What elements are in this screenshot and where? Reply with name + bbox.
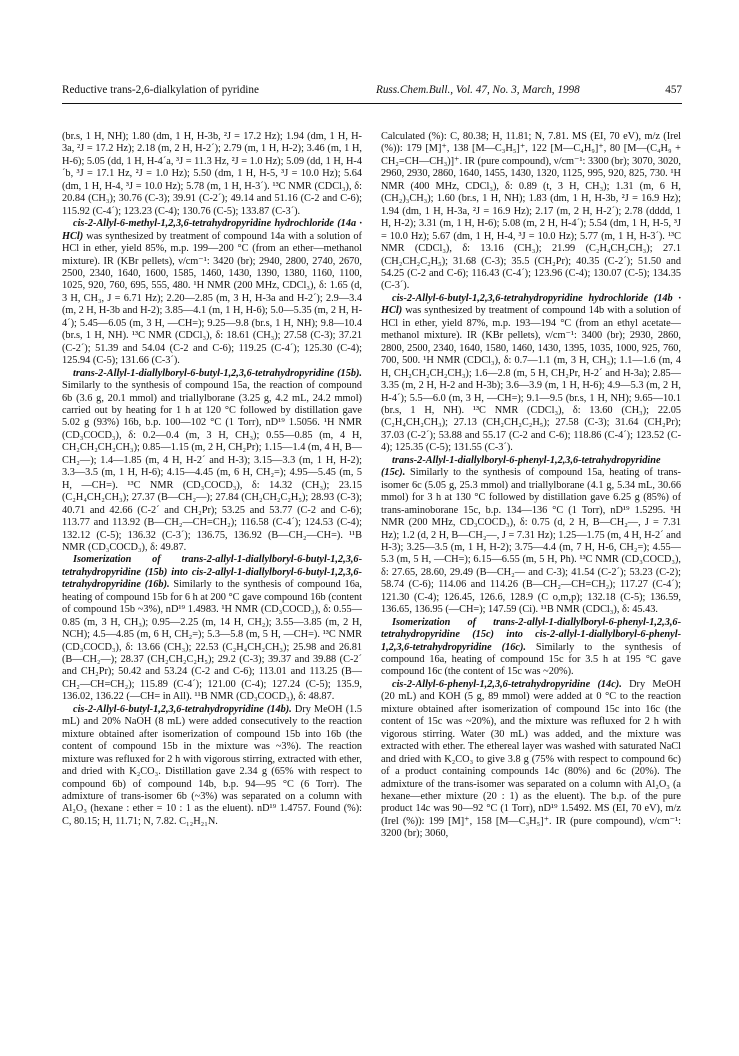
running-header: [62, 84, 682, 102]
paragraph: Calculated (%): C, 80.38; H, 11.81; N, 7.81. MS (EI, 70 eV), m/z (Irel (%)): 179 [M]⁺, 138 [M—C₃H₅]⁺, 122 [M—C₄H₉]⁺, 80 [M—(C₄H₉ + CH₂=CH—CH₃)]⁺. IR (pure compound), ν/cm⁻¹: 3300 (br); 3070, 3020, 2960, 2930, 2860, 1640, 1455, 1430, 1320, 1125, 995, 920, 825, 730. ¹H NMR (400 MHz, CDCl₃), δ: 0.89 (t, 3 H, CH₃); 1.31 (m, 6 H, (CH₂)₃CH₃); 1.60 (br.s, 1 H, NH); 1.83 (dm, 1 H, H-3b, ²J = 16.9 Hz); 1.94 (dm, 1 H, H-3a, ²J = 16.9 Hz); 2.17 (m, 2 H, H-2´); 2.78 (dddd, 1 H, H-2); 3.31 (m, 1 H, H-6); 5.08 (m, 2 H, H-4´); 5.54 (dm, 1 H, H-5, ³J = 10.0 Hz); 5.67 (dm, 1 H, H-4, ³J = 10.0 Hz); 5.77 (m, 1 H, H-3´). ¹³C NMR (CDCl₃), δ: 13.16 (CH₃); 21.99 (C₂H₄CH₂CH₃); 27.1 (CH₂CH₂C₂H₅); 31.68 (C-3); 35.5 (CH₂Pr); 40.35 (C-2´); 51.50 and 54.25 (C-2 and C-6); 116.43 (C-4´); 123.96 (C-4); 130.07 (C-5); 134.35 (C-3´).: [381, 131, 681, 292]
page-number: 457: [665, 84, 682, 96]
paragraph: cis-2-Allyl-6-butyl-1,2,3,6-tetrahydropyridine hydrochloride (14b · HCl) was synthesized by treatment of compound 14b with a solution of HCl in ether, yield 87%, m.p. 193—194 °C (from an ethyl acetate—methanol mixture). IR (KBr pellets), ν/cm⁻¹: 3400 (br); 2930, 2860, 2800, 2500, 2340, 1640, 1580, 1460, 1430, 1395, 1035, 1000, 925, 760, 700, 500. ¹H NMR (CDCl₃), δ: 0.7—1.1 (m, 3 H, CH₃); 1.1—1.6 (m, 4 H, CH₂CH₂CH₂CH₃); 1.6—2.8 (m, 5 H, CH₂Pr, H-2´ and H-3a); 2.85—3.35 (m, 2 H, H-2 and H-3b); 3.6—3.9 (m, 1 H, H-6); 4.9—5.3 (m, 2 H, H-4´); 5.5—6.0 (m, 3 H, —CH=); 9.1—9.5 (br.s, 1 H, NH); 9.65—10.1 (br.s, 1 H, NH). ¹³C NMR (CDCl₃), δ: 13.60 (CH₃); 22.05 (C₂H₄CH₂CH₃); 27.13 (CH₂CH₂C₂H₅); 27.58 (C-3); 31.64 (CH₂Pr); 37.03 (C-2´); 53.88 and 55.17 (C-2 and C-6); 118.86 (C-4´); 123.52 (C-4); 125.35 (C-5); 131.55 (C-3´).: [381, 292, 681, 454]
compound-heading: cis-2-Allyl-6-methyl-1,2,3,6-tetrahydropyridine hydrochloride (14a · HCl): [62, 218, 362, 242]
paragraph: cis-2-Allyl-6-phenyl-1,2,3,6-tetrahydropyridine (14c). Dry MeOH (20 mL) and KOH (5 g, 89 mmol) were added at 0 °C to the reaction mixture obtained after isomerization of compound 15c into 16c (the content of 15c was ~20%), and the mixture was refluxed for 2 h with vigorous stirring. Water (30 mL) was added, and the mixture was extracted with ether. The ethereal layer was washed with saturated NaCl and dried with K₂CO₃ to give 3.8 g (75% with respect to compound 6c) of a product containing compounds 14c (80%) and 6c (20%). The admixture of the trans-isomer was separated on a column with Al₂O₃ (a hexane—ether mixture (20 : 1) as the eluent). The b.p. of the pure product 14c was 90—92 °C (1 Torr), nD¹⁹ 1.5492. MS (EI, 70 eV), m/z (Irel (%)): 199 [M]⁺, 158 [M—C₃H₅]⁺. IR (pure compound), ν/cm⁻¹: 3200 (br); 3060,: [381, 678, 681, 840]
paragraph: cis-2-Allyl-6-methyl-1,2,3,6-tetrahydropyridine hydrochloride (14a · HCl) was synthesized by treatment of compound 14a with a solution of HCl in ether, yield 85%, m.p. 199—200 °C (from an ether—methanol mixture). IR (KBr pellets), ν/cm⁻¹: 3420 (br); 2940, 2800, 2740, 2670, 2500, 2340, 1640, 1600, 1585, 1460, 1430, 1390, 1380, 1160, 1100, 1025, 920, 760, 695, 555, 480. ¹H NMR (200 MHz, CDCl₃), δ: 1.65 (d, 3 H, CH₃, J = 6.71 Hz); 2.20—2.85 (m, 3 H, H-3a and H-2´); 2.9—3.4 (m, 2 H, H-3b and H-2); 3.85—4.1 (m, 1 H, H-6); 5.0—5.35 (m, 2 H, H-4´); 5.45—6.05 (m, 3 H, —CH=); 9.25—9.8 (br.s, 1 H, NH); 9.8—10.4 (br.s, 1 H, NH). ¹³C NMR (CDCl₃), δ: 18.61 (CH₃); 27.58 (C-3); 37.21 (C-2´); 51.39 and 54.04 (C-2 and C-6); 119.25 (C-4´); 125.30 (C-4); 125.94 (C-5); 131.66 (C-3´).: [62, 218, 362, 367]
paragraph: (br.s, 1 H, NH); 1.80 (dm, 1 H, H-3b, ²J = 17.2 Hz); 1.94 (dm, 1 H, H-3a, ²J = 17.2 Hz); 2.18 (m, 2 H, H-2´); 2.79 (m, 1 H, H-2); 3.46 (m, 1 H, H-6); 5.05 (dd, 1 H, H-4´a, ³J = 11.3 Hz, ²J = 1.0 Hz); 5.09 (dd, 1 H, H-4´b, ³J = 17.1 Hz, ²J = 1.0 Hz); 5.50 (dm, 1 H, H-5, ³J = 10.0 Hz); 5.64 (dm, 1 H, H-4, ³J = 10.0 Hz); 5.78 (m, 1 H, H-3´). ¹³C NMR (CDCl₃), δ: 20.84 (CH₃); 30.76 (C-3); 39.91 (C-2´); 49.14 and 51.16 (C-2 and C-6); 115.92 (C-4´); 123.23 (C-4); 130.76 (C-5); 133.87 (C-3´).: [62, 131, 362, 217]
compound-heading: Isomerization of trans-2-allyl-1-diallylboryl-6-phenyl-1,2,3,6-tetrahydropyridine (15c) into cis-2-allyl-1-diallylboryl-6-phenyl-1,2,3,6-tetrahydropyridine (16c).: [381, 616, 681, 653]
header-rule: [62, 103, 682, 104]
compound-heading: trans-2-Allyl-1-diallylboryl-6-phenyl-1,2,3,6-tetrahydropyridine (15c).: [381, 454, 661, 479]
paragraph: trans-2-Allyl-1-diallylboryl-6-phenyl-1,2,3,6-tetrahydropyridine (15c). Similarly to the synthesis of compound 15a, heating of trans-isomer 6c (5.05 g, 25.3 mmol) and triallylborane (4.1 g, 5.34 mL, 30.66 mmol) for 3 h at 130 °C followed by distillation gave 6.25 g (85%) of trans-aminoborane 15c, b.p. 134—136 °C (1 Torr), nD¹⁹ 1.5295. ¹H NMR (200 MHz, CD₃COCD₃), δ: 0.75 (d, 2 H, B—CH₂—, J = 7.31 Hz); 1.2 (d, 2 H, B—CH₂—, J = 7.31 Hz); 1.25—1.75 (m, 4 H, H-2´ and H-3); 3.25—3.5 (m, 1 H, H-2); 3.75—4.4 (m, 7 H, H-6, CH₂=); 4.55—5.3 (m, 5 H, —CH=); 6.15—6.55 (m, 5 H, Ph). ¹³C NMR (CD₃COCD₃), δ: 27.65, 28.60, 29.49 (B—CH₂— and C-3); 41.54 (C-2´); 53.23 (C-2); 58.74 (C-6); 114.06 and 114.26 (B—CH₂—CH=CH₂); 117.27 (C-4´); 121.30 (C-4); 126.45, 126.6, 128.9 (C o,m,p); 132.18 (C-5); 136.59, 136.65, 136.95 (—CH=); 147.59 (Ci). ¹¹B NMR (CDCl₃), δ: 45.43.: [381, 454, 681, 616]
paragraph: cis-2-Allyl-6-butyl-1,2,3,6-tetrahydropyridine (14b). Dry MeOH (1.5 mL) and 20% NaOH (8 mL) were added consecutively to the reaction mixture obtained after isomerization of compound 15b into 16b (the content of compound 15b in the mixture was ~3%). The reaction mixture was refluxed for 2 h with vigorous stirring, extracted with ether, and dried with K₂CO₃. Distillation gave 2.34 g (65% with respect to compound 6b) of compound 14b, b.p. 94—95 °C (6 Torr). The admixture of trans-isomer 6b (~3%) was separated on a column with Al₂O₃ (hexane : ether = 10 : 1 as the eluent). nD¹⁹ 1.4757. Found (%): C, 80.15; H, 11.71; N, 7.82. C₁₂H₂₁N.: [62, 703, 362, 827]
journal-citation: Russ.Chem.Bull., Vol. 47, No. 3, March, 1998: [376, 84, 580, 96]
compound-heading: Isomerization of trans-2-allyl-1-diallylboryl-6-butyl-1,2,3,6-tetrahydropyridine (15b) into cis-2-allyl-1-diallylboryl-6-butyl-1,2,3,6-tetrahydropyridine (16b).: [62, 554, 362, 591]
compound-heading: trans-2-Allyl-1-diallylboryl-6-butyl-1,2,3,6-tetrahydropyridine (15b).: [73, 367, 362, 379]
compound-heading: cis-2-Allyl-6-phenyl-1,2,3,6-tetrahydropyridine (14c).: [392, 678, 622, 690]
running-title: Reductive trans-2,6-dialkylation of pyridine: [62, 84, 259, 96]
compound-heading: cis-2-Allyl-6-butyl-1,2,3,6-tetrahydropyridine (14b).: [73, 703, 292, 715]
compound-heading: cis-2-Allyl-6-butyl-1,2,3,6-tetrahydropyridine hydrochloride (14b · HCl): [381, 292, 681, 317]
paragraph: Isomerization of trans-2-allyl-1-diallylboryl-6-butyl-1,2,3,6-tetrahydropyridine (15b) into cis-2-allyl-1-diallylboryl-6-butyl-1,2,3,6-tetrahydropyridine (16b). Similarly to the synthesis of compound 16a, heating of compound 15b for 6 h at 200 °C gave compound 16b (content of compound 15b ~3%), nD¹⁹ 1.4983. ¹H NMR (CD₃COCD₃), δ: 0.55—0.85 (m, 3 H, CH₃); 0.95—2.25 (m, 14 H, CH₂); 3.55—3.85 (m, 2 H, NCH); 4.5—4.85 (m, 6 H, CH₂=); 5.3—5.8 (m, 5 H, —CH=). ¹³C NMR (CD₃COCD₃), δ: 13.66 (CH₃); 22.53 (C₂H₄CH₂CH₃); 25.98 and 26.81 (B—CH₂—); 28.37 (CH₂CH₂C₂H₅); 29.2 (C-3); 39.37 and 39.88 (C-2´ and CH₂Pr); 50.42 and 53.24 (C-2 and C-6); 113.01 and 113.25 (B—CH₂—CH=CH₂); 115.89 (C-4´); 121.00 (C-4); 127.24 (C-5); 135.9, 136.02, 136.22 (—CH= in All). ¹¹B NMR (CD₃COCD₃), δ: 48.87.: [62, 554, 362, 703]
right-column: [381, 131, 681, 991]
paragraph: Isomerization of trans-2-allyl-1-diallylboryl-6-phenyl-1,2,3,6-tetrahydropyridine (15c) into cis-2-allyl-1-diallylboryl-6-phenyl-1,2,3,6-tetrahydropyridine (16c). Similarly to the synthesis of compound 16a, heating of compound 15c for 3.5 h at 195 °C gave compound 16c (the content of 15c was ~20%).: [381, 616, 681, 678]
left-column: [62, 131, 362, 991]
paragraph: trans-2-Allyl-1-diallylboryl-6-butyl-1,2,3,6-tetrahydropyridine (15b). Similarly to the synthesis of compound 15a, the reaction of compound 6b (3.6 g, 20.1 mmol) and triallylborane (3.25 g, 4.2 mL, 24.2 mmol) carried out by heating for 1 h at 120 °C followed by distillation gave 5.02 g (93%) 16b, b.p. 100—102 °C (1 Torr), nD¹⁹ 1.5056. ¹H NMR (CD₃COCD₃), δ: 0.2—0.4 (m, 3 H, CH₃); 0.55—0.85 (m, 4 H, CH₂CH₂CH₂CH₃); 0.85—1.15 (m, 2 H, CH₂Pr); 1.15—1.4 (m, 4 H, B—CH₂—); 1.4—1.85 (m, 4 H, H-2´ and H-3); 3.15—3.3 (m, 1 H, H-2); 3.3—3.5 (m, 1 H, H-6); 4.15—4.45 (m, 6 H, CH₂=); 4.95—5.45 (m, 5 H, —CH=). ¹³C NMR (CD₃COCD₃), δ: 14.32 (CH₃); 23.15 (C₂H₄CH₂CH₃); 27.37 (B—CH₂—); 27.84 (CH₂CH₂C₂H₅); 28.93 (C-3); 40.71 and 42.66 (C-2´ and CH₂Pr); 53.25 and 53.77 (C-2 and C-6); 113.77 and 113.92 (B—CH₂—CH=CH₂); 116.58 (C-4´); 124.53 (C-4); 132.12 (C-5); 136.32 (C-3´); 136.75, 136.92 (B—CH₂—CH=). ¹¹B NMR (CD₃COCD₃), δ: 49.87.: [62, 367, 362, 553]
